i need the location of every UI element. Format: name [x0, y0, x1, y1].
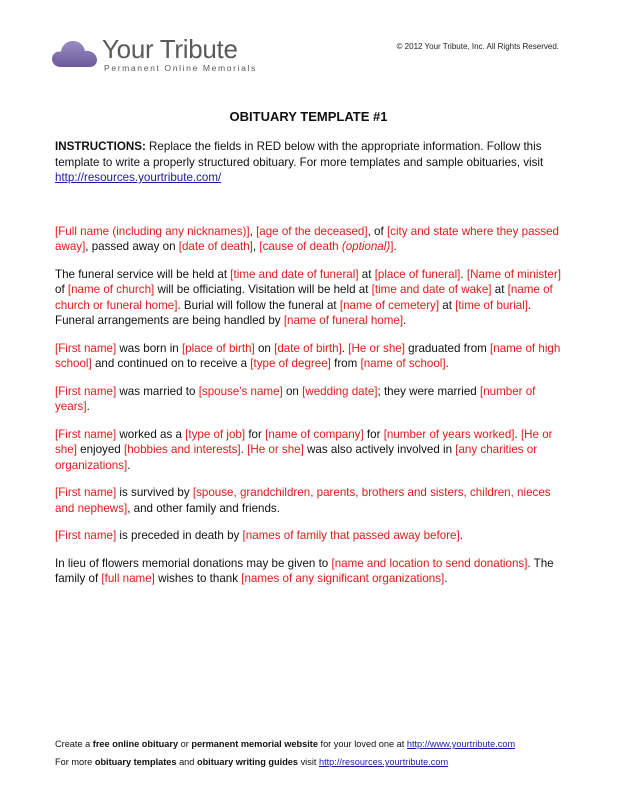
field: [date of death]: [178, 240, 253, 253]
field: [name of church or funeral home]: [55, 283, 553, 312]
text: , passed away on: [85, 240, 179, 253]
text: ; they were married: [377, 384, 480, 398]
text: for: [245, 427, 266, 441]
field: [First name]: [55, 384, 117, 398]
footer-line-1: [55, 735, 515, 753]
resources-footer-link[interactable]: http://resources.yourtribute.com: [318, 757, 449, 767]
text: or: [178, 739, 192, 749]
document-body: [55, 139, 567, 599]
field: [date of birth]: [274, 341, 342, 355]
field: [type of job]: [185, 427, 246, 441]
page-title: OBITUARY TEMPLATE #1: [229, 109, 388, 124]
field: (optional): [341, 240, 391, 253]
text: of: [55, 283, 68, 296]
field: [Full name (including any nicknames)]: [55, 224, 250, 238]
field: [type of degree]: [250, 357, 331, 370]
text: visit: [298, 757, 319, 767]
text: was married to: [116, 384, 199, 398]
field: [full name]: [101, 572, 155, 585]
footer-line-2: [55, 753, 515, 771]
paragraph-birth: [55, 341, 567, 372]
field: [cause of death: [259, 240, 342, 253]
text: is survived by: [116, 486, 193, 499]
text: on: [254, 341, 275, 355]
text: .: [514, 427, 521, 441]
field: [names of any significant organizations]: [241, 572, 445, 585]
field: [First name]: [55, 427, 117, 441]
text: at: [439, 298, 456, 312]
paragraph-career: [55, 427, 567, 474]
field: [city and state where they passed away]: [55, 224, 560, 253]
text: and continued on to receive a: [91, 357, 251, 370]
field: [number of years worked]: [383, 427, 515, 441]
text: at: [358, 267, 375, 281]
text: .: [445, 357, 449, 370]
logo-tagline: Permanent Online Memorials: [104, 63, 257, 73]
text: .: [444, 572, 448, 585]
field: [name of high school]: [55, 341, 561, 370]
field: [any charities or organizations]: [55, 443, 538, 472]
text: .: [403, 314, 407, 327]
text: and: [176, 757, 197, 767]
paragraph-funeral: [55, 267, 567, 329]
text: .: [459, 529, 463, 542]
field: [He or she]: [247, 443, 304, 456]
text: Create a: [55, 739, 93, 749]
field: [name of cemetery]: [339, 298, 440, 312]
paragraph-survived: [55, 485, 567, 516]
field: [name of church]: [67, 283, 155, 296]
text: free online obituary: [92, 739, 179, 749]
field: [name of company]: [265, 427, 364, 441]
text: obituary writing guides: [196, 757, 299, 767]
text: obituary templates: [94, 757, 177, 767]
field: [hobbies and interests]: [123, 443, 241, 456]
text: , of: [367, 224, 387, 238]
field: [First name]: [55, 529, 117, 542]
field: [He or she]: [348, 341, 405, 355]
text: ,: [252, 240, 260, 253]
field: [time and date of funeral]: [230, 267, 359, 281]
text: permanent memorial website: [191, 739, 318, 749]
logo-name: Your Tribute: [102, 34, 238, 64]
field: [time and date of wake]: [371, 283, 492, 296]
field: [wedding date]: [302, 384, 378, 398]
text: . The family of: [55, 556, 554, 585]
field: [name of funeral home]: [283, 314, 404, 327]
field: [spouse, grandchildren, parents, brothers and sisters, children, nieces and nephews]: [55, 486, 551, 515]
text: on: [282, 384, 303, 398]
text: . Burial will follow the funeral at: [177, 298, 340, 312]
paragraph-death: [55, 224, 567, 255]
text: wishes to thank: [154, 572, 242, 585]
text: was also actively involved in: [303, 443, 456, 456]
text: is preceded in death by: [116, 529, 243, 542]
paragraph-donations: [55, 556, 567, 587]
field: [He or she]: [55, 427, 553, 456]
field: [name of school]: [360, 357, 446, 370]
field: [First name]: [55, 486, 117, 499]
text: will be officiating. Visitation will be held at: [154, 283, 372, 296]
text: .: [240, 443, 248, 456]
field: [age of the deceased]: [256, 224, 368, 238]
text: , and other family and friends.: [127, 501, 280, 515]
text: was born in: [116, 341, 182, 355]
text: at: [491, 283, 508, 296]
field: [spouse's name]: [198, 384, 283, 398]
text: enjoyed: [76, 443, 124, 456]
text: The funeral service will be held at: [55, 267, 231, 281]
instructions-label: INSTRUCTIONS:: [55, 140, 146, 153]
logo: [52, 36, 292, 80]
field: [First name]: [55, 341, 117, 355]
text: .: [86, 400, 90, 413]
text: .: [127, 458, 131, 472]
text: .: [393, 240, 397, 253]
resources-link[interactable]: http://resources.yourtribute.com/: [55, 171, 222, 184]
instructions-paragraph: [55, 139, 567, 186]
text: for your loved one at: [317, 739, 407, 749]
text: worked as a: [116, 427, 186, 441]
paragraph-marriage: [55, 384, 567, 415]
text: .: [460, 267, 467, 281]
paragraph-preceded: [55, 528, 567, 544]
field: [Name of minister]: [466, 267, 561, 281]
text: ,: [249, 224, 257, 238]
text: For more: [55, 757, 95, 767]
field: [name and location to send donations]: [331, 556, 528, 570]
field: [place of birth]: [181, 341, 255, 355]
field: ]: [390, 240, 394, 253]
field: [names of family that passed away before]: [242, 529, 460, 542]
text: In lieu of flowers memorial donations may be given to: [55, 556, 332, 570]
instructions-text: Replace the fields in RED below with the appropriate information. Follow this template to write a properly structured obituary. For more templates and sample obituaries, visit: [55, 140, 544, 169]
field: [number of years]: [55, 384, 536, 413]
text: .: [341, 341, 349, 355]
field: [place of funeral]: [374, 267, 461, 281]
text: for: [363, 427, 384, 441]
text: . Funeral arrangements are being handled by: [55, 298, 532, 327]
copyright-notice: © 2012 Your Tribute, Inc. All Rights Reserved.: [396, 42, 559, 51]
text: from: [330, 357, 361, 370]
cloud-icon: [52, 39, 98, 69]
field: [time of burial]: [455, 298, 529, 312]
yourtribute-link[interactable]: http://www.yourtribute.com: [406, 739, 516, 749]
footer: [55, 735, 515, 771]
text: graduated from: [404, 341, 491, 355]
